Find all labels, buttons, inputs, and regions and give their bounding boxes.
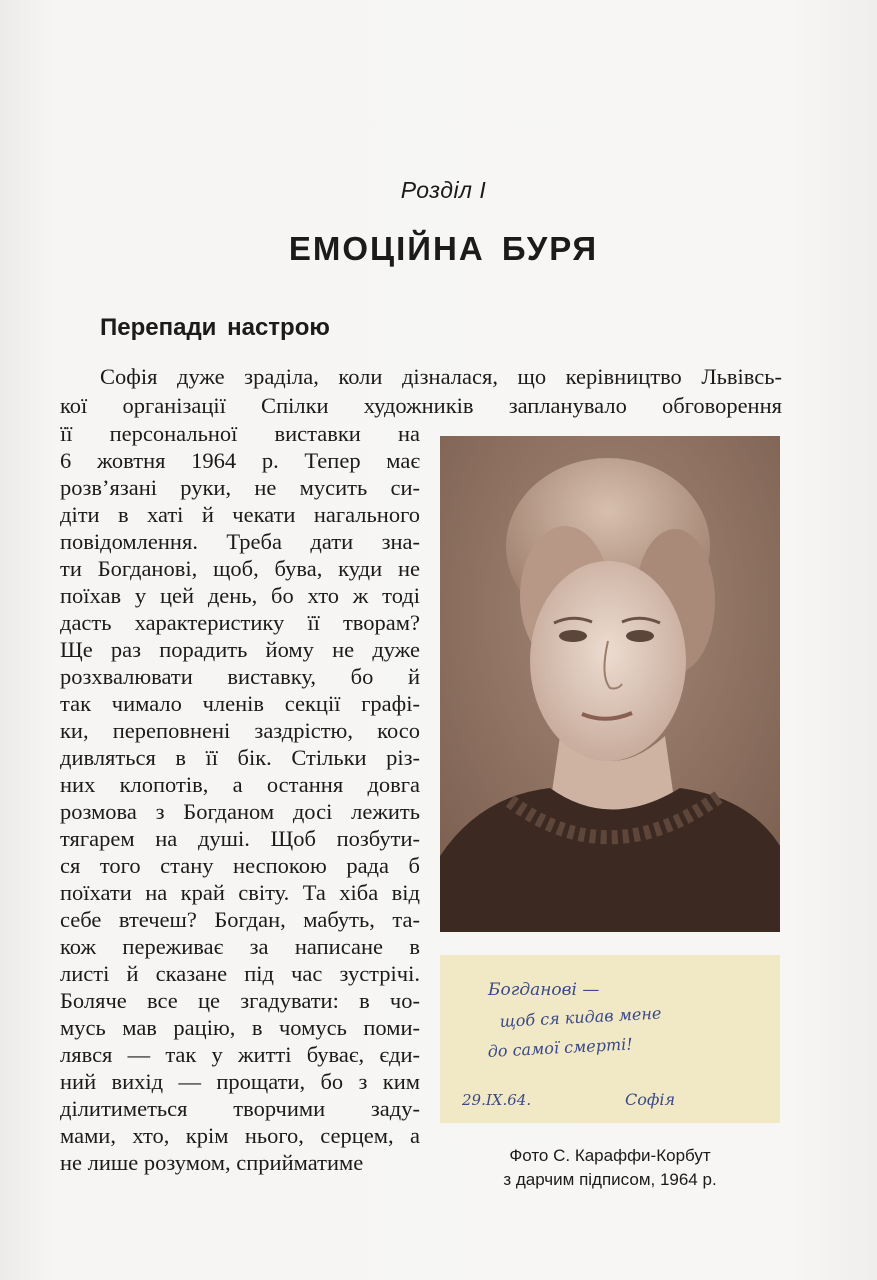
signature-name: Софія — [625, 1090, 676, 1109]
body-text-line: діти в хаті й чекати нагального — [60, 502, 420, 527]
portrait-photo — [440, 436, 780, 932]
body-text-line: мами, хто, крім нього, серцем, а — [60, 1123, 420, 1148]
body-text-line: лявся — так у житті буває, єди- — [60, 1042, 420, 1067]
photo-caption-line: Фото С. Караффи-Корбут — [509, 1146, 711, 1165]
body-text-line: Ще раз порадить йому не дуже — [60, 637, 420, 662]
body-text-line: її персональної виставки на — [60, 421, 420, 446]
body-text-line: кої організації Спілки художників запланувало обговорення — [60, 393, 782, 418]
body-text-line: поїхав у цей день, бо хто ж тоді — [60, 583, 420, 608]
body-text-line: 6 жовтня 1964 р. Тепер має — [60, 448, 420, 473]
body-text-line: ки, переповнені заздрістю, косо — [60, 718, 420, 743]
signature-line: до самої смерті! — [487, 1034, 634, 1061]
body-text-line: тягарем на душі. Щоб позбути- — [60, 826, 420, 851]
body-text-line: розв’язані руки, не мусить си- — [60, 475, 420, 500]
body-text-line: не лише розумом, сприйматиме — [60, 1150, 364, 1175]
signature-date: 29.IX.64. — [462, 1091, 532, 1109]
body-text-line: ся того стану неспокою рада б — [60, 853, 420, 878]
body-text-line: дасть характеристику її творам? — [60, 610, 420, 635]
body-text-line: розмова з Богданом досі лежить — [60, 799, 420, 824]
signature-line: щоб ся кидав мене — [499, 1003, 662, 1031]
body-text-line: листі й сказане під час зустрічі. — [60, 961, 420, 986]
body-text-line: кож переживає за написане в — [60, 934, 420, 959]
signature-card — [440, 955, 780, 1123]
body-text-line: ділитиметься творчими заду- — [60, 1096, 420, 1121]
body-text-line: розхвалювати виставку, бо й — [60, 664, 420, 689]
photo-caption-line: з дарчим підписом, 1964 р. — [503, 1170, 717, 1189]
body-text-line: них клопотів, а остання довга — [60, 772, 420, 797]
body-text-line: ти Богданові, щоб, бува, куди не — [60, 556, 420, 581]
portrait-illustration — [440, 436, 780, 932]
chapter-label: Розділ I — [400, 177, 487, 203]
section-title: Перепади настрою — [100, 314, 330, 341]
body-text-line: мусь мав рацію, в чомусь поми- — [60, 1015, 420, 1040]
body-text-line: дивляться в її бік. Стільки різ- — [60, 745, 420, 770]
body-text-line: Софія дуже зраділа, коли дізналася, що керівництво Львівсь- — [100, 364, 782, 389]
body-text-line: так чимало членів секції графі- — [60, 691, 420, 716]
body-text-line: Боляче все це згадувати: в чо- — [60, 988, 420, 1013]
body-text-line: поїхати на край світу. Та хіба від — [60, 880, 420, 905]
body-text-line: повідомлення. Треба дати зна- — [60, 529, 420, 554]
dedication-signature — [440, 955, 780, 1123]
body-text-line: себе втечеш? Богдан, мабуть, та- — [60, 907, 420, 932]
chapter-title: ЕМОЦІЙНА БУРЯ — [288, 230, 599, 267]
body-text-line: ний вихід — прощати, бо з ким — [60, 1069, 420, 1094]
signature-line: Богданові — — [488, 980, 600, 1000]
